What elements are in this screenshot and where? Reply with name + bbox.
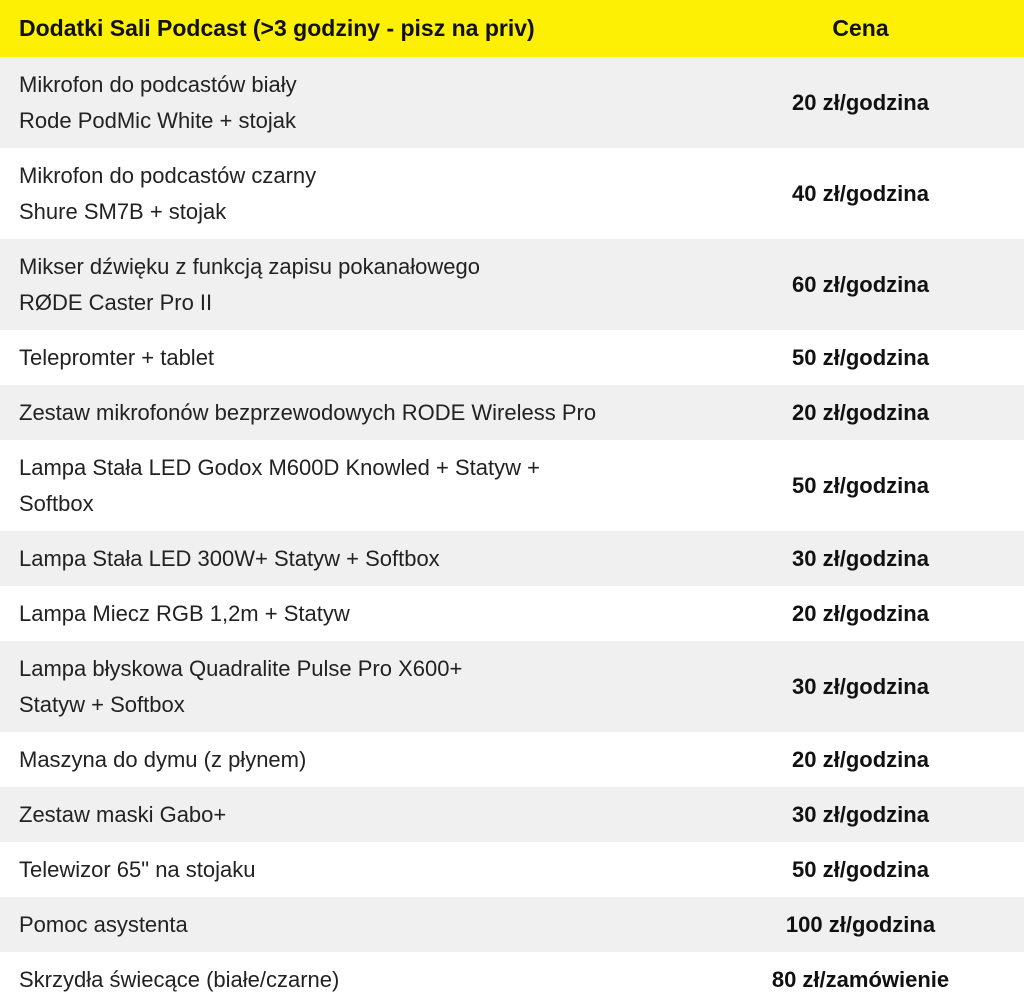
item-name: Lampa Stała LED 300W+ Statyw + Softbox — [19, 545, 440, 571]
item-name: Zestaw mikrofonów bezprzewodowych RODE Wireless Pro — [19, 399, 597, 425]
item-name-line1: Mikrofon do podcastów czarny — [19, 162, 317, 188]
item-name — [0, 440, 697, 531]
item-name-line2: RØDE Caster Pro II — [19, 289, 213, 315]
item-price: 30 zł/godzina — [792, 673, 929, 699]
item-price: 50 zł/godzina — [792, 344, 929, 370]
item-name-line1: Lampa Stała LED Godox M600D Knowled + Statyw + — [19, 454, 540, 480]
item-name — [0, 239, 697, 330]
item-name-line2: Rode PodMic White + stojak — [19, 107, 296, 133]
item-price: 60 zł/godzina — [792, 271, 929, 297]
item-name — [0, 641, 697, 732]
table-row — [0, 385, 1024, 440]
item-name: Skrzydła świecące (białe/czarne) — [19, 966, 340, 992]
table-row — [0, 787, 1024, 842]
item-name — [0, 57, 697, 148]
column-header-price: Cena — [832, 15, 889, 41]
item-price: 20 zł/godzina — [792, 746, 929, 772]
item-name-line1: Lampa błyskowa Quadralite Pulse Pro X600+ — [19, 655, 463, 681]
table-header-row — [0, 0, 1024, 57]
item-name: Zestaw maski Gabo+ — [19, 801, 227, 827]
item-price: 40 zł/godzina — [792, 180, 929, 206]
item-name-line1: Mikrofon do podcastów biały — [19, 71, 297, 97]
table-row — [0, 440, 1024, 531]
item-price: 20 zł/godzina — [792, 600, 929, 626]
table-row — [0, 842, 1024, 897]
item-name — [0, 148, 697, 239]
item-name-line2: Statyw + Softbox — [19, 691, 185, 717]
item-name: Lampa Miecz RGB 1,2m + Statyw — [19, 600, 350, 626]
item-price: 80 zł/zamówienie — [771, 966, 950, 992]
item-price: 100 zł/godzina — [785, 911, 936, 937]
table-row — [0, 239, 1024, 330]
item-price: 50 zł/godzina — [792, 856, 929, 882]
table-row — [0, 641, 1024, 732]
table-row — [0, 586, 1024, 641]
item-price: 20 zł/godzina — [792, 399, 929, 425]
table-row — [0, 57, 1024, 148]
item-price: 20 zł/godzina — [792, 89, 929, 115]
column-header-name: Dodatki Sali Podcast (>3 godziny - pisz na priv) — [19, 15, 535, 41]
item-name: Pomoc asystenta — [19, 911, 188, 937]
table-row — [0, 531, 1024, 586]
table-row — [0, 897, 1024, 952]
item-name-line2: Shure SM7B + stojak — [19, 198, 227, 224]
table-row — [0, 148, 1024, 239]
item-price: 30 zł/godzina — [792, 801, 929, 827]
item-name-line2: Softbox — [19, 490, 94, 516]
item-name-line1: Mikser dźwięku z funkcją zapisu pokanałowego — [19, 253, 481, 279]
item-name: Maszyna do dymu (z płynem) — [19, 746, 307, 772]
table-row — [0, 330, 1024, 385]
item-name: Telepromter + tablet — [19, 344, 215, 370]
table-row — [0, 732, 1024, 787]
item-name: Telewizor 65" na stojaku — [19, 856, 256, 882]
table-row — [0, 952, 1024, 1007]
item-price: 50 zł/godzina — [792, 472, 929, 498]
item-price: 30 zł/godzina — [792, 545, 929, 571]
